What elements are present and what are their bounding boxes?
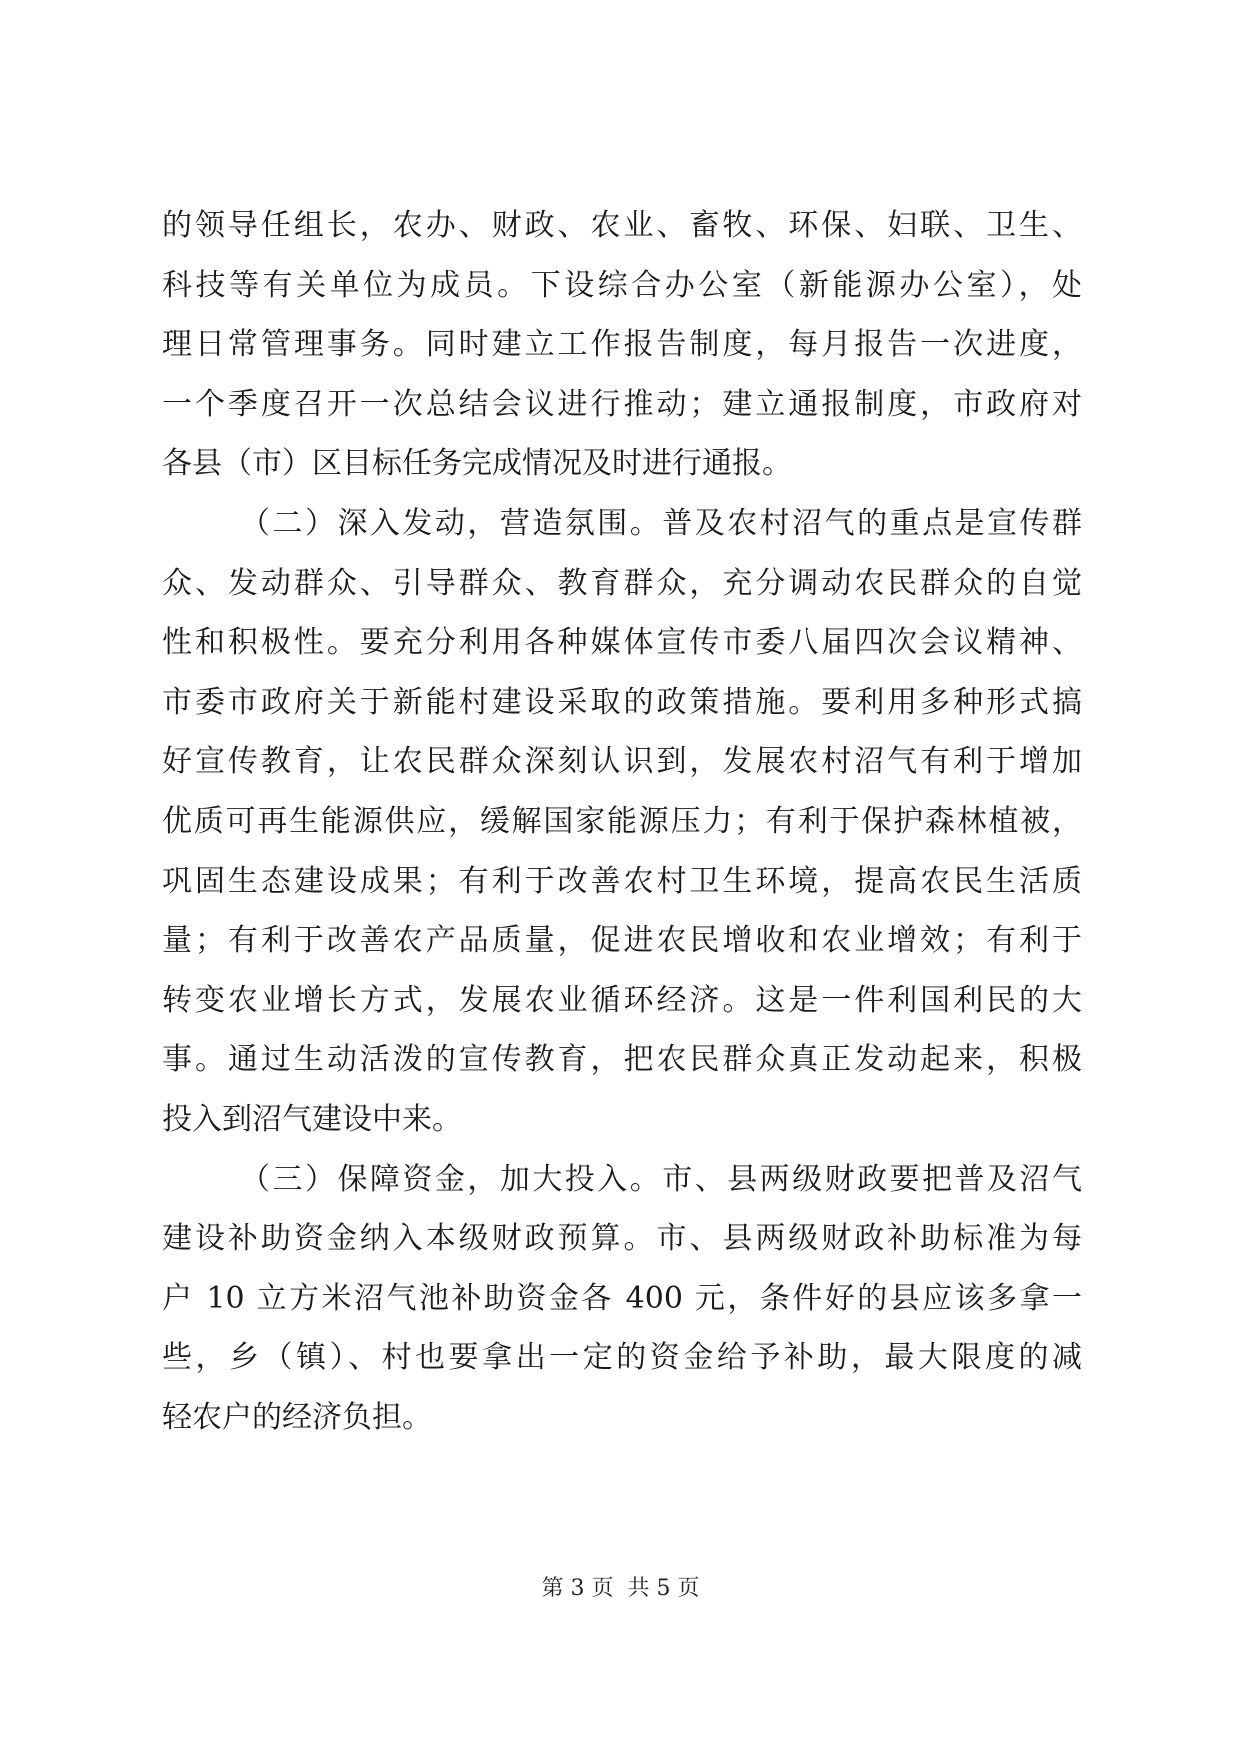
text-line: 科技等有关单位为成员。下设综合办公室（新能源办公室），处 — [162, 267, 1082, 303]
document-body — [162, 196, 1082, 1447]
page-footer — [0, 1574, 1241, 1604]
text-line: 性和积极性。要充分利用各种媒体宣传市委八届四次会议精神、 — [162, 625, 1082, 661]
text-line: 转变农业增长方式，发展农业循环经济。这是一件利国利民的大 — [162, 982, 1082, 1018]
text-line: 理日常管理事务。同时建立工作报告制度，每月报告一次进度， — [162, 327, 1082, 363]
paragraph-first-line: （三）保障资金，加大投入。市、县两级财政要把普及沼气 — [240, 1161, 1082, 1197]
text-line: 市委市政府关于新能村建设采取的政策措施。要利用多种形式搞 — [162, 684, 1082, 720]
paragraph-first-line: （二）深入发动，营造氛围。普及农村沼气的重点是宣传群 — [240, 505, 1082, 541]
text-line: 好宣传教育，让农民群众深刻认识到，发展农村沼气有利于增加 — [162, 744, 1082, 780]
text-line: 事。通过生动活泼的宣传教育，把农民群众真正发动起来，积极 — [162, 1042, 1082, 1078]
text-line: 量；有利于改善农产品质量，促进农民增收和农业增效；有利于 — [162, 923, 1082, 959]
text-line: 建设补助资金纳入本级财政预算。市、县两级财政补助标准为每 — [162, 1221, 1082, 1257]
text-line: 些，乡（镇）、村也要拿出一定的资金给予补助，最大限度的减 — [162, 1340, 1082, 1376]
text-line: 投入到沼气建设中来。 — [162, 1101, 462, 1137]
text-line: 各县（市）区目标任务完成情况及时进行通报。 — [162, 446, 792, 482]
text-line: 巩固生态建设成果；有利于改善农村卫生环境，提高农民生活质 — [162, 863, 1082, 899]
text-line: 一个季度召开一次总结会议进行推动；建立通报制度，市政府对 — [162, 386, 1082, 422]
text-line: 优质可再生能源供应，缓解国家能源压力；有利于保护森林植被， — [162, 803, 1082, 839]
text-line: 的领导任组长，农办、财政、农业、畜牧、环保、妇联、卫生、 — [162, 208, 1082, 243]
text-line: 轻农户的经济负担。 — [162, 1399, 432, 1435]
page-number: 第 3 页 共 5 页 — [541, 1576, 700, 1601]
text-line: 众、发动群众、引导群众、教育群众，充分调动农民群众的自觉 — [162, 565, 1082, 601]
text-line: 户 10 立方米沼气池补助资金各 400 元，条件好的县应该多拿一 — [162, 1280, 1082, 1316]
